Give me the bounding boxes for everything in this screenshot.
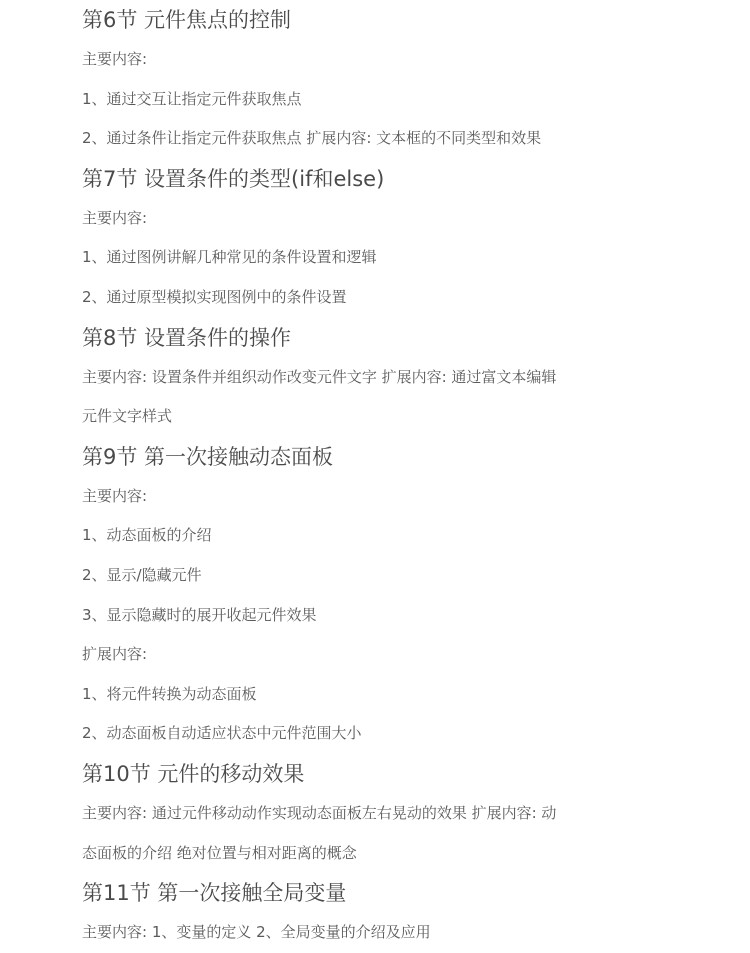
section-line: 1、将元件转换为动态面板 <box>82 684 257 703</box>
section-title: 第9节 第一次接触动态面板 <box>82 444 334 469</box>
section-line: 态面板的介绍 绝对位置与相对距离的概念 <box>82 843 357 862</box>
section-line: 1、动态面板的介绍 <box>82 526 212 545</box>
section-line: 2、动态面板自动适应状态中元件范围大小 <box>82 724 362 743</box>
section-line: 元件文字样式 <box>82 407 173 426</box>
section-6 <box>82 0 682 159</box>
section-line: 2、通过原型模拟实现图例中的条件设置 <box>82 287 347 306</box>
section-line: 扩展内容: <box>82 645 148 664</box>
course-outline <box>82 0 682 953</box>
section-10 <box>82 754 682 873</box>
section-title: 第7节 设置条件的类型(if和else) <box>82 166 385 191</box>
section-line: 主要内容: <box>82 486 148 505</box>
section-title: 第6节 元件焦点的控制 <box>82 8 292 32</box>
section-line: 主要内容: 通过元件移动动作实现动态面板左右晃动的效果 扩展内容: 动 <box>82 803 557 822</box>
section-title: 第10节 元件的移动效果 <box>82 761 305 786</box>
section-line: 2、显示/隐藏元件 <box>82 565 202 584</box>
section-line: 主要内容: <box>82 50 148 68</box>
section-11 <box>82 873 682 953</box>
section-line: 主要内容: 1、变量的定义 2、全局变量的介绍及应用 <box>82 923 431 942</box>
section-line: 2、通过条件让指定元件获取焦点 扩展内容: 文本框的不同类型和效果 <box>82 129 542 148</box>
section-line: 3、显示隐藏时的展开收起元件效果 <box>82 605 317 624</box>
section-line: 主要内容: <box>82 208 148 227</box>
section-8 <box>82 318 682 437</box>
section-9 <box>82 437 682 754</box>
section-7 <box>82 159 682 318</box>
section-title: 第8节 设置条件的操作 <box>82 325 292 350</box>
section-line: 主要内容: 设置条件并组织动作改变元件文字 扩展内容: 通过富文本编辑 <box>82 367 557 386</box>
section-line: 1、通过图例讲解几种常见的条件设置和逻辑 <box>82 248 377 267</box>
section-title: 第11节 第一次接触全局变量 <box>82 881 347 906</box>
section-line: 1、通过交互让指定元件获取焦点 <box>82 89 302 108</box>
